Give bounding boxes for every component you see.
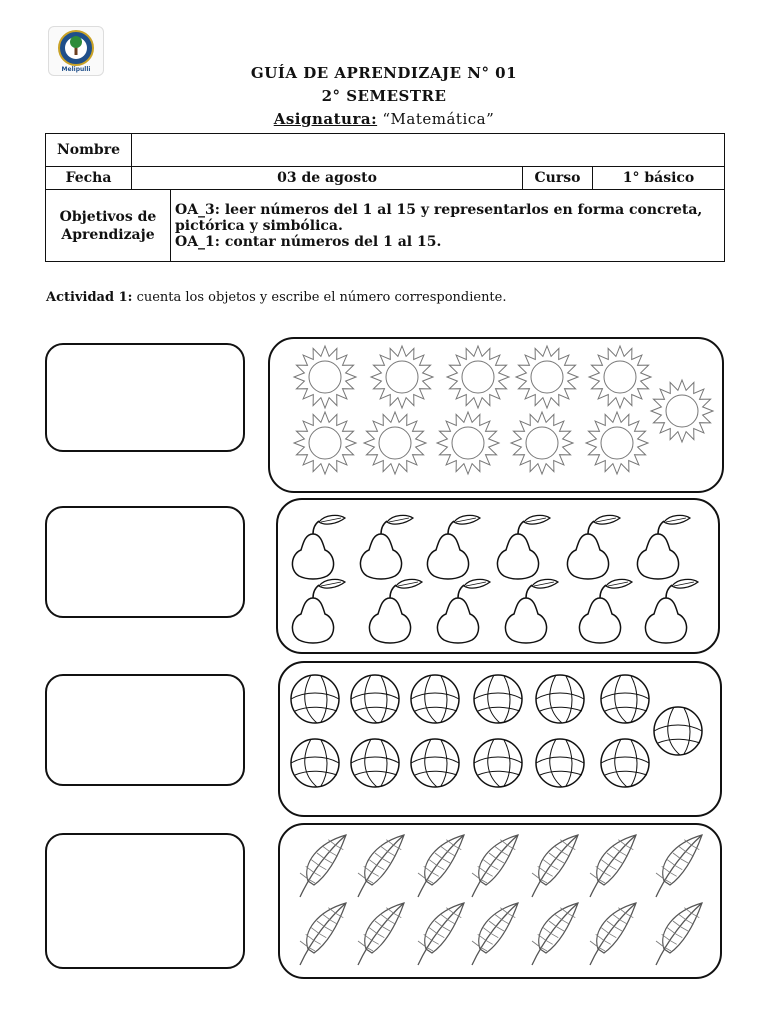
sun-icon — [511, 412, 573, 474]
feather-group — [280, 825, 720, 977]
sun-icon — [294, 412, 356, 474]
course-value: 1° básico — [593, 167, 725, 190]
pear-icon — [437, 579, 490, 643]
feather-icon — [358, 835, 404, 897]
subject-line — [0, 110, 768, 128]
activity-label: Actividad 1: — [46, 290, 133, 305]
name-label: Nombre — [46, 134, 132, 167]
feather-icon — [656, 835, 702, 897]
feather-icon — [358, 903, 404, 965]
beach-ball-icon — [474, 739, 522, 787]
pear-icon — [369, 579, 422, 643]
activity-text: cuenta los objetos y escribe el número correspondiente. — [136, 290, 507, 305]
objects-box-suns — [268, 337, 724, 493]
answer-box-balls[interactable] — [45, 674, 245, 786]
pear-icon — [292, 579, 345, 643]
beach-ball-icon — [291, 675, 339, 723]
pear-icon — [567, 515, 620, 579]
pear-icon — [505, 579, 558, 643]
beach-ball-icon — [351, 675, 399, 723]
beach-ball-icon — [291, 739, 339, 787]
beach-ball-icon — [411, 675, 459, 723]
ball-group — [280, 663, 720, 815]
name-field[interactable] — [132, 134, 725, 167]
objective-oa3-line1: OA_3: leer números del 1 al 15 y representarlos en forma concreta, — [175, 201, 703, 218]
beach-ball-icon — [601, 739, 649, 787]
beach-ball-icon — [536, 675, 584, 723]
pear-group — [278, 500, 718, 652]
objectives-label-line1: Objetivos de — [59, 208, 157, 225]
feather-icon — [418, 835, 464, 897]
sun-group — [270, 339, 722, 491]
subject-label: Asignatura: — [273, 110, 378, 128]
pear-icon — [497, 515, 550, 579]
feather-icon — [300, 835, 346, 897]
sun-icon — [586, 412, 648, 474]
sun-icon — [371, 346, 433, 408]
feather-icon — [472, 835, 518, 897]
student-info-table — [45, 133, 725, 262]
objectives-text — [171, 190, 725, 262]
sun-icon — [294, 346, 356, 408]
beach-ball-icon — [351, 739, 399, 787]
pear-icon — [579, 579, 632, 643]
pear-icon — [360, 515, 413, 579]
logo-text: Melipulli — [61, 66, 91, 73]
beach-ball-icon — [654, 707, 702, 755]
feather-icon — [590, 835, 636, 897]
feather-icon — [532, 835, 578, 897]
beach-ball-icon — [411, 739, 459, 787]
objective-oa3-line2: pictórica y simbólica. — [175, 217, 343, 234]
pear-icon — [645, 579, 698, 643]
semester-title: 2° SEMESTRE — [321, 87, 447, 105]
subject-value: “Matemática” — [382, 110, 495, 128]
answer-box-suns[interactable] — [45, 343, 245, 452]
course-label: Curso — [523, 167, 593, 190]
feather-icon — [418, 903, 464, 965]
objects-box-pears — [276, 498, 720, 654]
feather-icon — [656, 903, 702, 965]
activity-instruction — [46, 290, 507, 305]
objectives-label-line2: Aprendizaje — [61, 226, 155, 243]
date-label: Fecha — [46, 167, 132, 190]
objects-box-feathers — [278, 823, 722, 979]
sun-icon — [447, 346, 509, 408]
sun-icon — [516, 346, 578, 408]
feather-icon — [590, 903, 636, 965]
feather-icon — [472, 903, 518, 965]
feather-icon — [300, 903, 346, 965]
sun-icon — [437, 412, 499, 474]
sun-icon — [364, 412, 426, 474]
date-value: 03 de agosto — [132, 167, 523, 190]
guide-title: GUÍA DE APRENDIZAJE N° 01 — [250, 64, 518, 82]
pear-icon — [637, 515, 690, 579]
beach-ball-icon — [474, 675, 522, 723]
sun-icon — [651, 380, 713, 442]
feather-icon — [532, 903, 578, 965]
beach-ball-icon — [601, 675, 649, 723]
objects-box-balls — [278, 661, 722, 817]
answer-box-feathers[interactable] — [45, 833, 245, 969]
pear-icon — [292, 515, 345, 579]
sun-icon — [589, 346, 651, 408]
beach-ball-icon — [536, 739, 584, 787]
objectives-label — [46, 190, 171, 262]
answer-box-pears[interactable] — [45, 506, 245, 618]
pear-icon — [427, 515, 480, 579]
objective-oa1: OA_1: contar números del 1 al 15. — [175, 233, 442, 250]
